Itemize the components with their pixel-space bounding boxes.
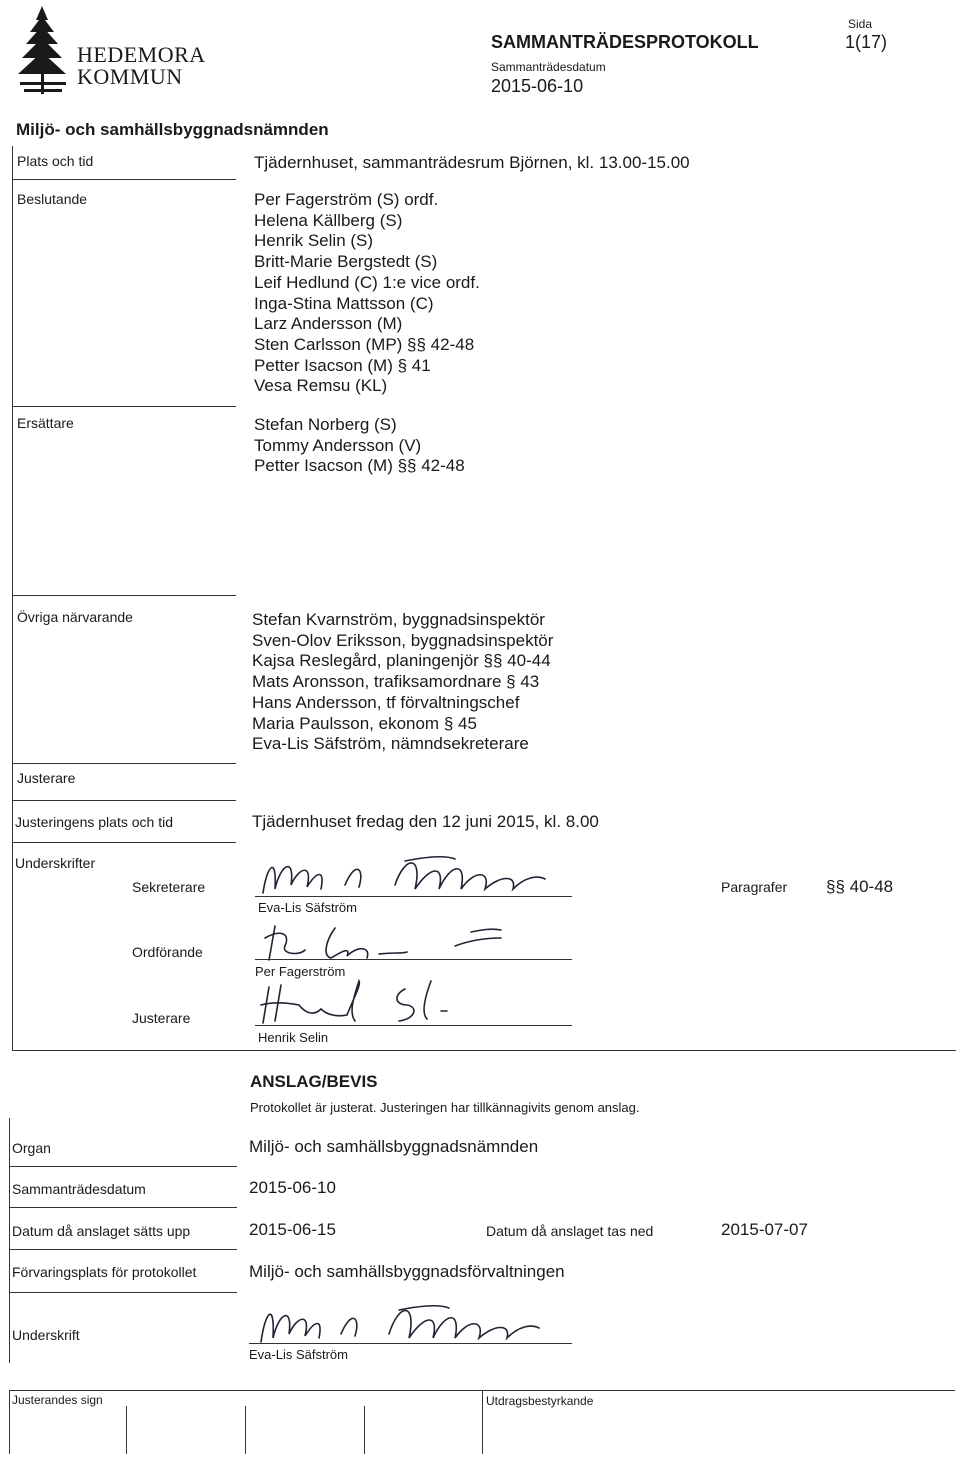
notice-title: ANSLAG/BEVIS [250, 1072, 378, 1091]
divider [9, 1166, 237, 1167]
notice-left-border [9, 1118, 10, 1363]
secretary-role: Sekreterare [132, 879, 206, 895]
divider [9, 1249, 237, 1250]
secretary-signature-icon [255, 845, 575, 900]
chair-signature-icon [255, 916, 575, 964]
signatures-label: Underskrifter [15, 855, 96, 871]
section-divider [12, 1050, 956, 1051]
attendee-name: Eva-Lis Säfström, nämndsekreterare [252, 734, 529, 754]
attendee-name: Maria Paulsson, ekonom § 45 [252, 713, 477, 733]
member-name: Inga-Stina Mattsson (C) [254, 293, 434, 313]
meeting-date: 2015-06-10 [491, 76, 584, 96]
attendee-name: Stefan Kvarnström, byggnadsinspektör [252, 610, 545, 629]
adjust-place-label: Justeringens plats och tid [15, 814, 173, 830]
substitutes-label: Ersättare [17, 415, 74, 431]
member-name: Sten Carlsson (MP) §§ 42-48 [254, 334, 475, 354]
paragraphs-label: Paragrafer [721, 879, 788, 895]
member-name: Britt-Marie Bergstedt (S) [254, 252, 438, 272]
secretary-name: Eva-Lis Säfström [258, 900, 357, 915]
member-name: Larz Andersson (M) [254, 314, 403, 334]
left-border [12, 146, 13, 1051]
member-name: Per Fagerström (S) ordf. [254, 190, 439, 209]
notice-signature-icon [249, 1290, 569, 1348]
posted-date-value: 2015-06-15 [249, 1220, 336, 1239]
member-name: Vesa Remsu (KL) [254, 376, 388, 396]
sign-box-divider [245, 1406, 246, 1454]
notice-date-value: 2015-06-10 [249, 1178, 336, 1197]
notice-text: Protokollet är justerat. Justeringen har tillkännagivits genom anslag. [250, 1100, 640, 1115]
sign-box-divider [126, 1406, 127, 1454]
signature-line [249, 1343, 572, 1344]
sign-box-label: Justerandes sign [12, 1393, 103, 1407]
place-time-value: Tjädernhuset, sammanträdesrum Björnen, kl. 13.00-15.00 [254, 153, 690, 172]
notice-signature-name: Eva-Lis Säfström [249, 1347, 348, 1362]
adjuster-label: Justerare [17, 770, 76, 786]
attendee-name: Mats Aronsson, trafiksamordnare § 43 [252, 672, 540, 692]
page-number: 1(17) [845, 32, 888, 52]
posted-date-label: Datum då anslaget sätts upp [12, 1223, 191, 1239]
substitutes-list [254, 415, 465, 477]
divider [12, 763, 236, 764]
adjuster-role: Justerare [132, 1010, 191, 1026]
divider [12, 406, 236, 407]
signature-line [255, 896, 572, 897]
removed-date-label: Datum då anslaget tas ned [486, 1223, 654, 1239]
decision-makers-list [254, 190, 480, 397]
chair-role: Ordförande [132, 944, 203, 960]
signature-line [255, 1025, 572, 1026]
divider [9, 1207, 237, 1208]
attendee-name: Sven-Olov Eriksson, byggnadsinspektör [252, 630, 554, 650]
member-name: Petter Isacson (M) § 41 [254, 355, 431, 375]
attendee-name: Hans Andersson, tf förvaltningschef [252, 692, 520, 712]
member-name: Henrik Selin (S) [254, 231, 374, 251]
divider [12, 800, 236, 801]
chair-name: Per Fagerström [255, 964, 346, 979]
member-name: Helena Källberg (S) [254, 210, 403, 230]
divider [12, 595, 236, 596]
decision-makers-label: Beslutande [17, 191, 88, 207]
adjuster-name: Henrik Selin [258, 1030, 329, 1045]
sign-box-divider [364, 1406, 365, 1454]
footer-left-border [9, 1390, 10, 1454]
paragraphs-value: §§ 40-48 [826, 877, 894, 896]
organ-value: Miljö- och samhällsbyggnadsnämnden [249, 1137, 539, 1156]
organ-label: Organ [12, 1140, 51, 1156]
storage-label: Förvaringsplats för protokollet [12, 1264, 197, 1280]
document-title: SAMMANTRÄDESPROTOKOLL [491, 32, 759, 52]
municipality-name-line2: KOMMUN [77, 64, 183, 89]
member-name: Tommy Andersson (V) [254, 435, 422, 455]
page-label: Sida [848, 17, 873, 31]
notice-date-label: Sammanträdesdatum [12, 1181, 146, 1197]
others-present-list [252, 610, 553, 755]
sign-box-divider [482, 1390, 483, 1454]
meeting-date-label: Sammanträdesdatum [491, 60, 606, 74]
notice-signature-label: Underskrift [12, 1327, 80, 1343]
municipality-name-line1: HEDEMORA [77, 42, 206, 67]
member-name: Petter Isacson (M) §§ 42-48 [254, 456, 465, 476]
member-name: Stefan Norberg (S) [254, 415, 397, 434]
adjust-place-value: Tjädernhuset fredag den 12 juni 2015, kl. 8.00 [252, 812, 599, 831]
divider [12, 842, 236, 843]
divider [12, 179, 236, 180]
member-name: Leif Hedlund (C) 1:e vice ordf. [254, 272, 480, 292]
removed-date-value: 2015-07-07 [721, 1220, 808, 1239]
others-present-label: Övriga närvarande [17, 609, 133, 625]
municipality-logo-icon [18, 6, 68, 98]
attendee-name: Kajsa Reslegård, planingenjör §§ 40-44 [252, 651, 551, 671]
extract-label: Utdragsbestyrkande [486, 1394, 594, 1408]
adjuster-signature-icon [255, 975, 575, 1027]
place-time-label: Plats och tid [17, 153, 94, 169]
signature-line [255, 959, 572, 960]
divider [9, 1292, 237, 1293]
storage-value: Miljö- och samhällsbyggnadsförvaltningen [249, 1262, 565, 1281]
committee-title: Miljö- och samhällsbyggnadsnämnden [16, 120, 329, 139]
